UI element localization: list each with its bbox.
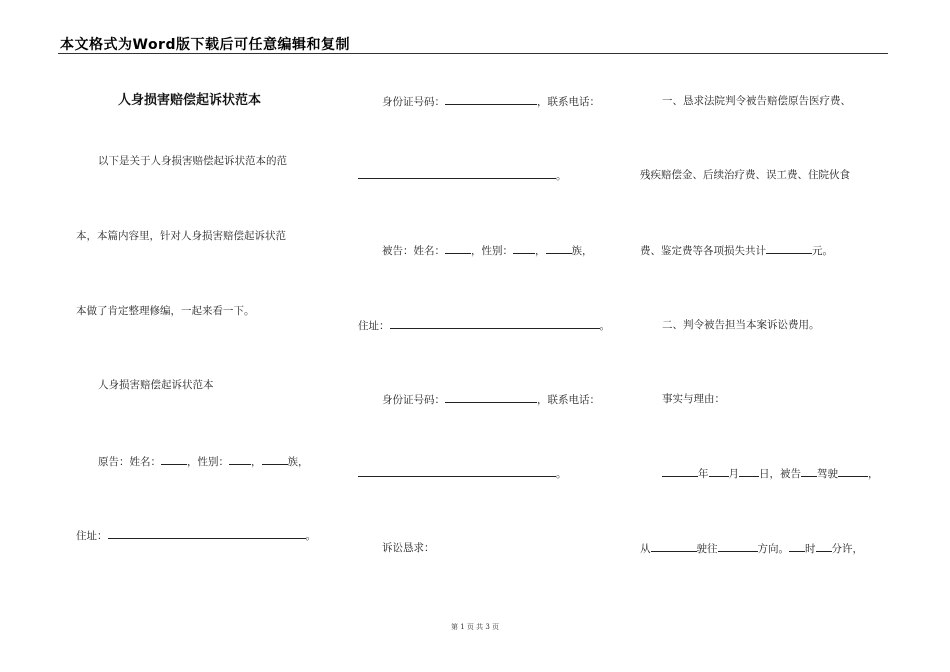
defendant-gender-blank[interactable]: [513, 243, 535, 254]
plaintiff-phone-line: [358, 168, 567, 183]
column-1: [76, 0, 336, 672]
defendant-ethnic-blank[interactable]: [546, 243, 572, 254]
month-blank[interactable]: [709, 466, 729, 477]
section-subtitle: 人身损害赔偿起诉状范本: [98, 379, 214, 391]
page-number: 第 1 页 共 3 页: [450, 623, 500, 631]
toward-blank[interactable]: [718, 541, 758, 552]
document-header: 本文格式为Word版下载后可任意编辑和复制: [60, 37, 350, 53]
drive-label: 驾驶: [817, 468, 838, 480]
defendant-name-label: 被告：姓名：: [382, 245, 445, 257]
year-blank[interactable]: [662, 466, 698, 477]
claim-1-line-1: 一、恳求法院判令被告赔偿原告医疗费、: [662, 95, 851, 107]
facts-heading: 事实与理由：: [662, 393, 725, 405]
defendant-name-blank[interactable]: [445, 243, 471, 254]
plaintiff-phone-period: 。: [556, 170, 567, 182]
minute-label: 分许，: [831, 543, 863, 555]
document-title: 人身损害赔偿起诉状范本: [118, 93, 262, 108]
plaintiff-ethnic-label: 族，: [287, 456, 309, 468]
vehicle-blank[interactable]: [838, 466, 868, 477]
plaintiff-id-label: 身份证号码：: [382, 96, 445, 108]
plaintiff-id-line: [382, 94, 600, 109]
claim-1-amount-blank[interactable]: [766, 243, 812, 254]
intro-line-3: 本做了肯定整理修编，一起来看一下。: [76, 305, 255, 317]
direction-label: 方向。: [757, 543, 789, 555]
minute-blank[interactable]: [816, 541, 832, 552]
defendant-phone-blank[interactable]: [358, 466, 556, 477]
plaintiff-phone-label: ，联系电话：: [537, 96, 600, 108]
claim-1-amount-unit: 元。: [812, 245, 833, 257]
defendant-phone-period: 。: [556, 468, 567, 480]
defendant-address-label: 住址：: [358, 320, 390, 332]
from-label: 从: [640, 543, 651, 555]
plaintiff-line: [98, 454, 309, 469]
plaintiff-gender-label: ，性别：: [187, 456, 229, 468]
column-2: [358, 0, 618, 672]
month-label: 月: [728, 468, 739, 480]
plaintiff-gender-blank[interactable]: [229, 454, 251, 465]
plaintiff-ethnic-blank[interactable]: [262, 454, 288, 465]
intro-line-1: 以下是关于人身损害赔偿起诉状范本的范: [98, 155, 287, 167]
facts-date-line: [662, 466, 879, 481]
plaintiff-id-blank[interactable]: [445, 94, 537, 105]
defendant-phone-label: ，联系电话：: [537, 394, 600, 406]
plaintiff-address-label: 住址：: [76, 530, 108, 542]
facts-comma: ，: [868, 468, 879, 480]
claim-1-amount-label: 费、鉴定费等各项损失共计: [640, 245, 766, 257]
claim-1-line-3: [640, 243, 833, 258]
hour-blank[interactable]: [789, 541, 805, 552]
plaintiff-phone-blank[interactable]: [358, 168, 556, 179]
plaintiff-name-blank[interactable]: [161, 454, 187, 465]
facts-route-line: [640, 541, 863, 556]
toward-label: 驶往: [696, 543, 718, 555]
defendant-id-line: [382, 392, 600, 407]
plaintiff-comma: ，: [251, 456, 262, 468]
defendant-id-label: 身份证号码：: [382, 394, 445, 406]
plaintiff-address-period: 。: [305, 530, 316, 542]
defendant-address-period: 。: [599, 320, 610, 332]
intro-line-2: 本，本篇内容里，针对人身损害赔偿起诉状范: [76, 230, 286, 242]
defendant-address-blank[interactable]: [390, 318, 600, 329]
defendant-comma: ，: [535, 245, 546, 257]
defendant-ethnic-label: 族，: [571, 245, 593, 257]
claim-1-line-2: 残疾赔偿金、后续治疗费、误工费、住院伙食: [640, 169, 850, 181]
defendant-gender-label: ，性别：: [471, 245, 513, 257]
plaintiff-name-label: 原告：姓名：: [98, 456, 161, 468]
defendant-phone-line: [358, 466, 567, 481]
defendant-line: [382, 243, 593, 258]
day-blank[interactable]: [739, 466, 759, 477]
from-blank[interactable]: [651, 541, 697, 552]
day-defendant-label: 日，被告: [759, 468, 801, 480]
year-label: 年: [698, 468, 709, 480]
defendant-address-line: [358, 318, 610, 333]
column-3: [640, 0, 900, 672]
plaintiff-address-blank[interactable]: [108, 528, 306, 539]
claims-heading: 诉讼恳求：: [382, 542, 435, 554]
claim-2-line: 二、判令被告担当本案诉讼费用。: [662, 319, 820, 331]
plaintiff-address-line: [76, 528, 316, 543]
defendant-blank[interactable]: [801, 466, 817, 477]
defendant-id-blank[interactable]: [445, 392, 537, 403]
hour-label: 时: [805, 543, 816, 555]
